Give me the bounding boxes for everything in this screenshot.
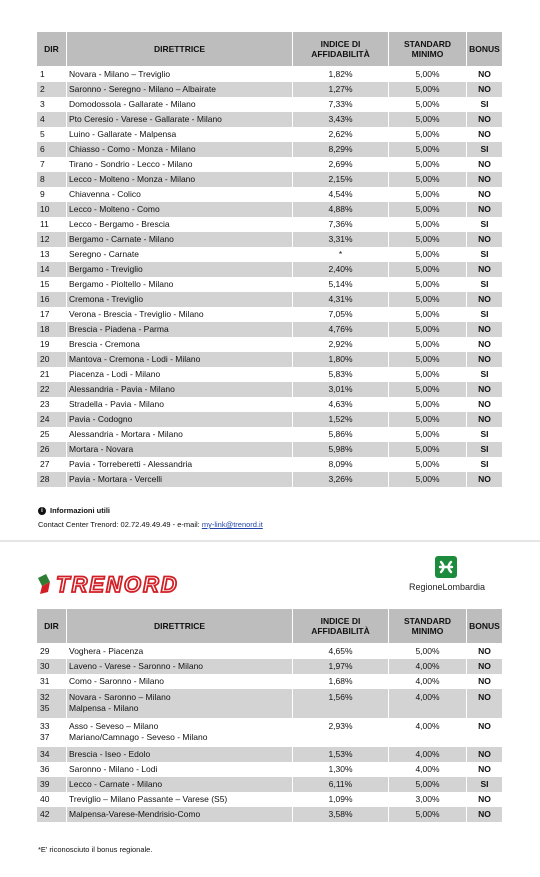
row-bonus: SI [467,367,503,382]
table-row [37,777,503,792]
row-standard: 5,00% [389,217,467,232]
row-indice: 2,62% [293,127,389,142]
row-standard: 5,00% [389,82,467,97]
row-direttrice: Lecco - Molteno - Como [67,202,293,217]
row-indice: 4,88% [293,202,389,217]
row-standard: 4,00% [389,762,467,777]
row-indice: 7,36% [293,217,389,232]
row-bonus: NO [467,659,503,674]
table-row [37,142,503,157]
row-standard: 4,00% [389,659,467,674]
row-dir: 3 [37,97,67,112]
row-standard: 5,00% [389,382,467,397]
row-indice: 1,30% [293,762,389,777]
row-dir: 2 [37,82,67,97]
row-indice: 8,29% [293,142,389,157]
table-row [37,322,503,337]
logo-text: TRENORD [56,572,179,597]
row-dir: 36 [37,762,67,777]
row-indice: 5,83% [293,367,389,382]
row-indice: 3,43% [293,112,389,127]
row-bonus: NO [467,67,503,83]
row-direttrice: Stradella - Pavia - Milano [67,397,293,412]
row-dir: 12 [37,232,67,247]
row-bonus: SI [467,142,503,157]
page-divider [0,540,540,542]
row-bonus: NO [467,262,503,277]
row-indice: 1,53% [293,747,389,762]
row-dir: 26 [37,442,67,457]
contact-text: Contact Center Trenord: 02.72.49.49.49 - e-mail: [38,520,202,529]
row-standard: 5,00% [389,172,467,187]
row-standard: 5,00% [389,442,467,457]
info-icon: i [38,507,46,515]
row-indice: 6,11% [293,777,389,792]
row-dir: 19 [37,337,67,352]
row-indice: 2,40% [293,262,389,277]
table-row [37,442,503,457]
table-row [37,412,503,427]
row-standard: 5,00% [389,472,467,487]
row-bonus: NO [467,292,503,307]
row-direttrice: Treviglio – Milano Passante – Varese (S5) [67,792,293,807]
contact-line [38,520,263,529]
row-standard: 5,00% [389,247,467,262]
row-indice: 4,65% [293,644,389,660]
row-dir: 24 [37,412,67,427]
row-bonus: SI [467,247,503,262]
row-indice: 1,56% [293,689,389,718]
row-dir: 42 [37,807,67,822]
col-header-dir: DIR [37,609,67,644]
row-direttrice: Brescia - Piadena - Parma [67,322,293,337]
row-bonus: SI [467,217,503,232]
row-bonus: NO [467,232,503,247]
row-indice: 4,54% [293,187,389,202]
row-direttrice: Chiavenna - Colico [67,187,293,202]
row-dir: 30 [37,659,67,674]
row-indice: 2,69% [293,157,389,172]
row-bonus: NO [467,172,503,187]
row-standard: 5,00% [389,397,467,412]
row-indice: 2,15% [293,172,389,187]
row-standard: 5,00% [389,367,467,382]
row-standard: 5,00% [389,292,467,307]
row-direttrice: Cremona - Treviglio [67,292,293,307]
col-header-bonus: BONUS [467,609,503,644]
table-row [37,277,503,292]
row-direttrice: Lecco - Carnate - Milano [67,777,293,792]
row-direttrice: Novara - Milano – Treviglio [67,67,293,83]
row-bonus: NO [467,807,503,822]
row-standard: 5,00% [389,97,467,112]
col-header-indice: INDICE DI AFFIDABILITÀ [293,32,389,67]
row-dir: 17 [37,307,67,322]
row-bonus: NO [467,187,503,202]
row-direttrice: Seregno - Carnate [67,247,293,262]
row-bonus: NO [467,762,503,777]
row-direttrice: Lecco - Molteno - Monza - Milano [67,172,293,187]
row-standard: 4,00% [389,747,467,762]
table-row [37,157,503,172]
table-row [37,187,503,202]
row-indice: 2,92% [293,337,389,352]
row-direttrice: Voghera - Piacenza [67,644,293,660]
row-bonus: NO [467,472,503,487]
row-bonus: SI [467,457,503,472]
trenord-logo [36,570,206,598]
table-row [37,337,503,352]
row-bonus: NO [467,747,503,762]
row-standard: 5,00% [389,322,467,337]
row-bonus: SI [467,442,503,457]
row-indice: 3,31% [293,232,389,247]
row-indice: 1,97% [293,659,389,674]
table-row [37,644,503,660]
row-standard: 5,00% [389,202,467,217]
col-header-bonus: BONUS [467,32,503,67]
table-row [37,367,503,382]
table-row [37,792,503,807]
row-dir: 6 [37,142,67,157]
table-row [37,292,503,307]
row-dir: 29 [37,644,67,660]
table-row [37,807,503,822]
table-row [37,217,503,232]
row-standard: 4,00% [389,718,467,747]
row-direttrice: Malpensa-Varese-Mendrisio-Como [67,807,293,822]
row-standard: 5,00% [389,67,467,83]
row-indice: * [293,247,389,262]
row-standard: 5,00% [389,644,467,660]
row-indice: 4,76% [293,322,389,337]
row-bonus: NO [467,412,503,427]
row-indice: 5,14% [293,277,389,292]
row-standard: 5,00% [389,777,467,792]
row-dir: 28 [37,472,67,487]
table-row [37,427,503,442]
row-dir: 13 [37,247,67,262]
row-standard: 5,00% [389,127,467,142]
row-indice: 1,68% [293,674,389,689]
row-direttrice: Saronno - Seregno - Milano – Albairate [67,82,293,97]
row-standard: 5,00% [389,277,467,292]
row-dir: 32 35 [37,689,67,718]
row-bonus: NO [467,674,503,689]
table-row [37,97,503,112]
table-row [37,247,503,262]
row-bonus: SI [467,97,503,112]
row-indice: 5,98% [293,442,389,457]
table-row [37,689,503,718]
row-direttrice: Alessandria - Mortara - Milano [67,427,293,442]
row-indice: 1,80% [293,352,389,367]
row-bonus: NO [467,792,503,807]
row-direttrice: Asso - Seveso – Milano Mariano/Camnago - Seveso - Milano [67,718,293,747]
row-dir: 16 [37,292,67,307]
row-direttrice: Pavia - Torreberetti - Alessandria [67,457,293,472]
row-bonus: NO [467,112,503,127]
row-direttrice: Como - Saronno - Milano [67,674,293,689]
table-row [37,472,503,487]
table-row [37,202,503,217]
row-standard: 5,00% [389,262,467,277]
row-dir: 22 [37,382,67,397]
row-dir: 20 [37,352,67,367]
row-bonus: NO [467,82,503,97]
row-direttrice: Luino - Gallarate - Malpensa [67,127,293,142]
row-dir: 39 [37,777,67,792]
row-direttrice: Verona - Brescia - Treviglio - Milano [67,307,293,322]
row-standard: 4,00% [389,674,467,689]
row-bonus: NO [467,689,503,718]
row-indice: 3,58% [293,807,389,822]
row-standard: 5,00% [389,807,467,822]
row-dir: 21 [37,367,67,382]
row-indice: 4,63% [293,397,389,412]
info-title: i Informazioni utili [38,506,110,515]
row-indice: 1,82% [293,67,389,83]
row-direttrice: Chiasso - Como - Monza - Milano [67,142,293,157]
row-dir: 1 [37,67,67,83]
row-standard: 5,00% [389,187,467,202]
row-direttrice: Pto Ceresio - Varese - Gallarate - Milano [67,112,293,127]
row-standard: 5,00% [389,337,467,352]
row-dir: 27 [37,457,67,472]
email-link[interactable]: my-link@trenord.it [201,520,263,529]
table-row [37,762,503,777]
row-bonus: NO [467,157,503,172]
row-dir: 40 [37,792,67,807]
row-bonus: SI [467,307,503,322]
region-lombardia-logo [392,556,502,596]
row-direttrice: Laveno - Varese - Saronno - Milano [67,659,293,674]
row-direttrice: Saronno - Milano - Lodi [67,762,293,777]
row-direttrice: Brescia - Iseo - Edolo [67,747,293,762]
col-header-indice: INDICE DI AFFIDABILITÀ [293,609,389,644]
row-indice: 3,26% [293,472,389,487]
row-dir: 5 [37,127,67,142]
col-header-dir: DIR [37,32,67,67]
col-header-direttrice: DIRETTRICE [67,609,293,644]
table-row [37,307,503,322]
row-dir: 15 [37,277,67,292]
row-indice: 1,52% [293,412,389,427]
row-bonus: NO [467,397,503,412]
row-dir: 18 [37,322,67,337]
reliability-table-2 [36,608,503,822]
table-row [37,232,503,247]
row-direttrice: Novara - Saronno – Milano Malpensa - Milano [67,689,293,718]
table-row [37,352,503,367]
row-direttrice: Piacenza - Lodi - Milano [67,367,293,382]
row-direttrice: Alessandria - Pavia - Milano [67,382,293,397]
row-dir: 14 [37,262,67,277]
row-direttrice: Mantova - Cremona - Lodi - Milano [67,352,293,367]
table-row [37,674,503,689]
region-text: RegioneLombardia [408,582,486,592]
table-row [37,397,503,412]
row-direttrice: Bergamo - Pioltello - Milano [67,277,293,292]
row-indice: 2,93% [293,718,389,747]
table-row [37,127,503,142]
row-bonus: NO [467,337,503,352]
row-bonus: NO [467,127,503,142]
row-bonus: SI [467,777,503,792]
row-indice: 7,33% [293,97,389,112]
row-indice: 5,86% [293,427,389,442]
col-header-standard: STANDARD MINIMO [389,32,467,67]
footnote: *E' riconosciuto il bonus regionale. [38,845,153,854]
row-bonus: NO [467,718,503,747]
table-row [37,67,503,83]
reliability-table-1 [36,31,503,487]
row-dir: 33 37 [37,718,67,747]
row-dir: 9 [37,187,67,202]
table-row [37,382,503,397]
row-direttrice: Mortara - Novara [67,442,293,457]
row-dir: 8 [37,172,67,187]
row-direttrice: Brescia - Cremona [67,337,293,352]
row-standard: 5,00% [389,412,467,427]
row-indice: 4,31% [293,292,389,307]
row-bonus: NO [467,352,503,367]
table-row [37,457,503,472]
col-header-standard: STANDARD MINIMO [389,609,467,644]
row-standard: 5,00% [389,457,467,472]
row-direttrice: Tirano - Sondrio - Lecco - Milano [67,157,293,172]
row-standard: 5,00% [389,232,467,247]
table-row [37,747,503,762]
table-row [37,262,503,277]
row-bonus: NO [467,322,503,337]
row-standard: 5,00% [389,112,467,127]
row-indice: 1,27% [293,82,389,97]
row-indice: 1,09% [293,792,389,807]
row-direttrice: Lecco - Bergamo - Brescia [67,217,293,232]
row-direttrice: Pavia - Mortara - Vercelli [67,472,293,487]
table-row [37,718,503,747]
row-dir: 34 [37,747,67,762]
table-row [37,659,503,674]
row-bonus: SI [467,277,503,292]
row-dir: 11 [37,217,67,232]
row-dir: 23 [37,397,67,412]
table-row [37,82,503,97]
row-dir: 7 [37,157,67,172]
row-bonus: NO [467,202,503,217]
row-standard: 5,00% [389,307,467,322]
table-row [37,172,503,187]
row-bonus: NO [467,382,503,397]
row-standard: 5,00% [389,157,467,172]
row-bonus: NO [467,644,503,660]
row-dir: 10 [37,202,67,217]
row-dir: 4 [37,112,67,127]
row-direttrice: Bergamo - Carnate - Milano [67,232,293,247]
row-standard: 5,00% [389,142,467,157]
col-header-direttrice: DIRETTRICE [67,32,293,67]
row-standard: 4,00% [389,689,467,718]
row-bonus: SI [467,427,503,442]
row-indice: 8,09% [293,457,389,472]
row-indice: 3,01% [293,382,389,397]
row-standard: 5,00% [389,352,467,367]
row-dir: 31 [37,674,67,689]
row-direttrice: Pavia - Codogno [67,412,293,427]
table-row [37,112,503,127]
row-standard: 5,00% [389,427,467,442]
row-direttrice: Bergamo - Treviglio [67,262,293,277]
row-direttrice: Domodossola - Gallarate - Milano [67,97,293,112]
row-dir: 25 [37,427,67,442]
row-standard: 3,00% [389,792,467,807]
row-indice: 7,05% [293,307,389,322]
